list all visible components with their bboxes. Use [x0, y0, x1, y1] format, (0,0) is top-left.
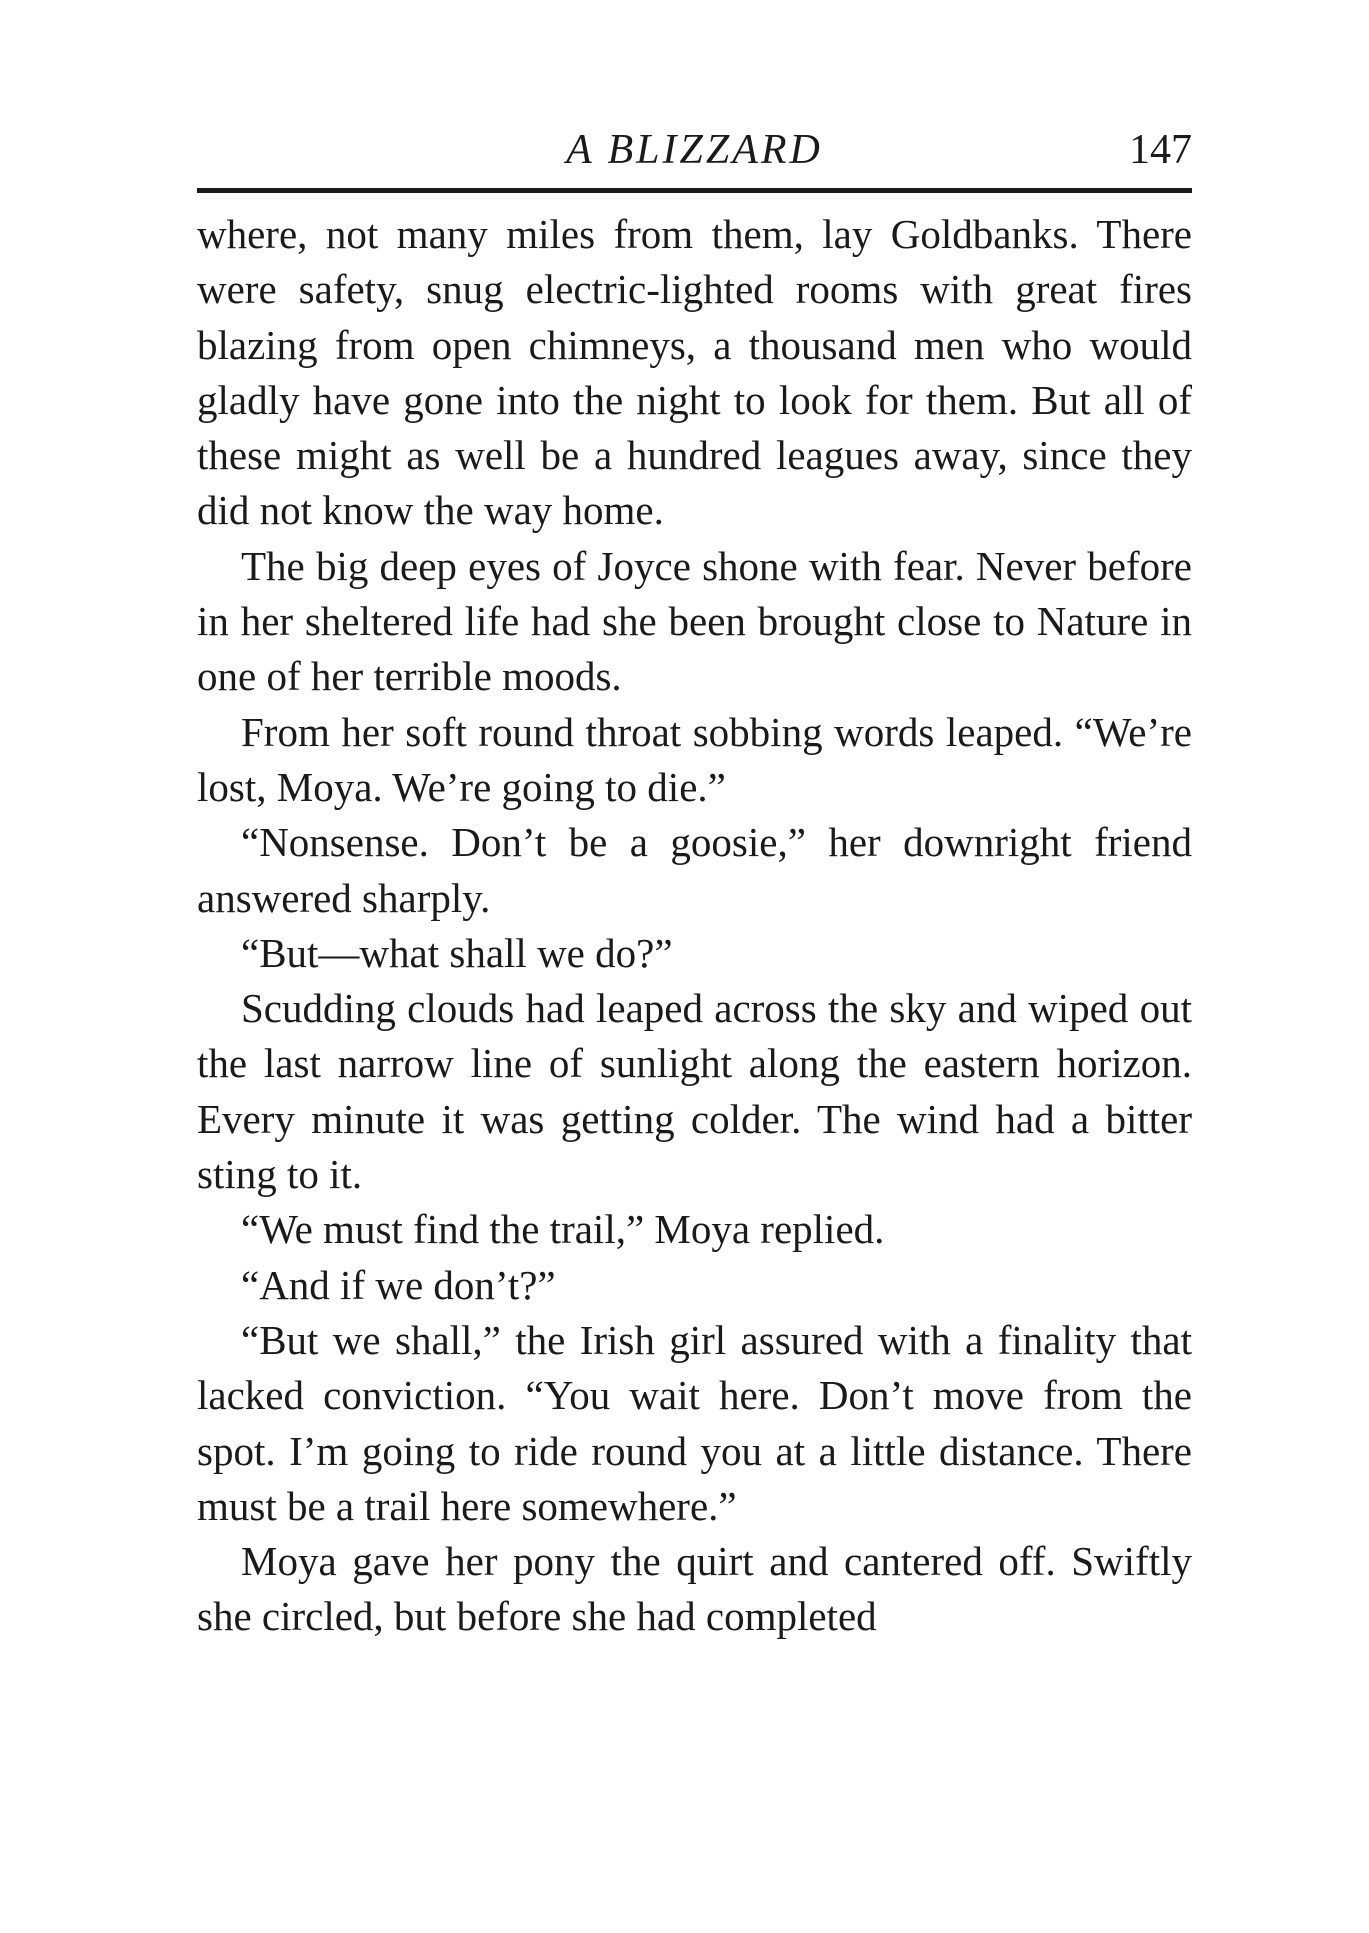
- paragraph-8: “And if we don’t?”: [241, 1261, 556, 1308]
- paragraph-10: Moya gave her pony the quirt and cantered off. Swiftly she circled, but before she had completed: [197, 1538, 1192, 1640]
- body-text: [197, 207, 1192, 1645]
- paragraph-5: “But—what shall we do?”: [241, 929, 673, 976]
- paragraph-7: “We must find the trail,” Moya replied.: [241, 1206, 885, 1253]
- paragraph-4: “Nonsense. Don’t be a goosie,” her downright friend answered sharply.: [197, 819, 1192, 921]
- paragraph-6: Scudding clouds had leaped across the sky and wiped out the last narrow line of sunlight along the eastern horizon. Every minute it was getting colder. The wind had a bitter sting to it.: [197, 985, 1192, 1198]
- page-number: 147: [1129, 127, 1192, 173]
- page-header: [197, 120, 1192, 180]
- paragraph-9: “But we shall,” the Irish girl assured with a finality that lacked conviction. “You wait here. Don’t move from the spot. I’m going to ride round you at a little distance. There must be a trail here somewhere.”: [197, 1316, 1192, 1529]
- running-title: A BLIZZARD: [566, 127, 823, 173]
- header-rule: [197, 188, 1192, 193]
- paragraph-3: From her soft round throat sobbing words leaped. “We’re lost, Moya. We’re going to die.”: [197, 708, 1192, 810]
- paragraph-2: The big deep eyes of Joyce shone with fear. Never before in her sheltered life had she been brought close to Nature in one of her terrible moods.: [197, 542, 1192, 700]
- book-page: [197, 120, 1192, 1645]
- paragraph-1: where, not many miles from them, lay Goldbanks. There were safety, snug electric-lighted rooms with great fires blazing from open chimneys, a thousand men who would gladly have gone into the night to look for them. But all of these might as well be a hundred leagues away, since they did not know the way home.: [197, 211, 1192, 534]
